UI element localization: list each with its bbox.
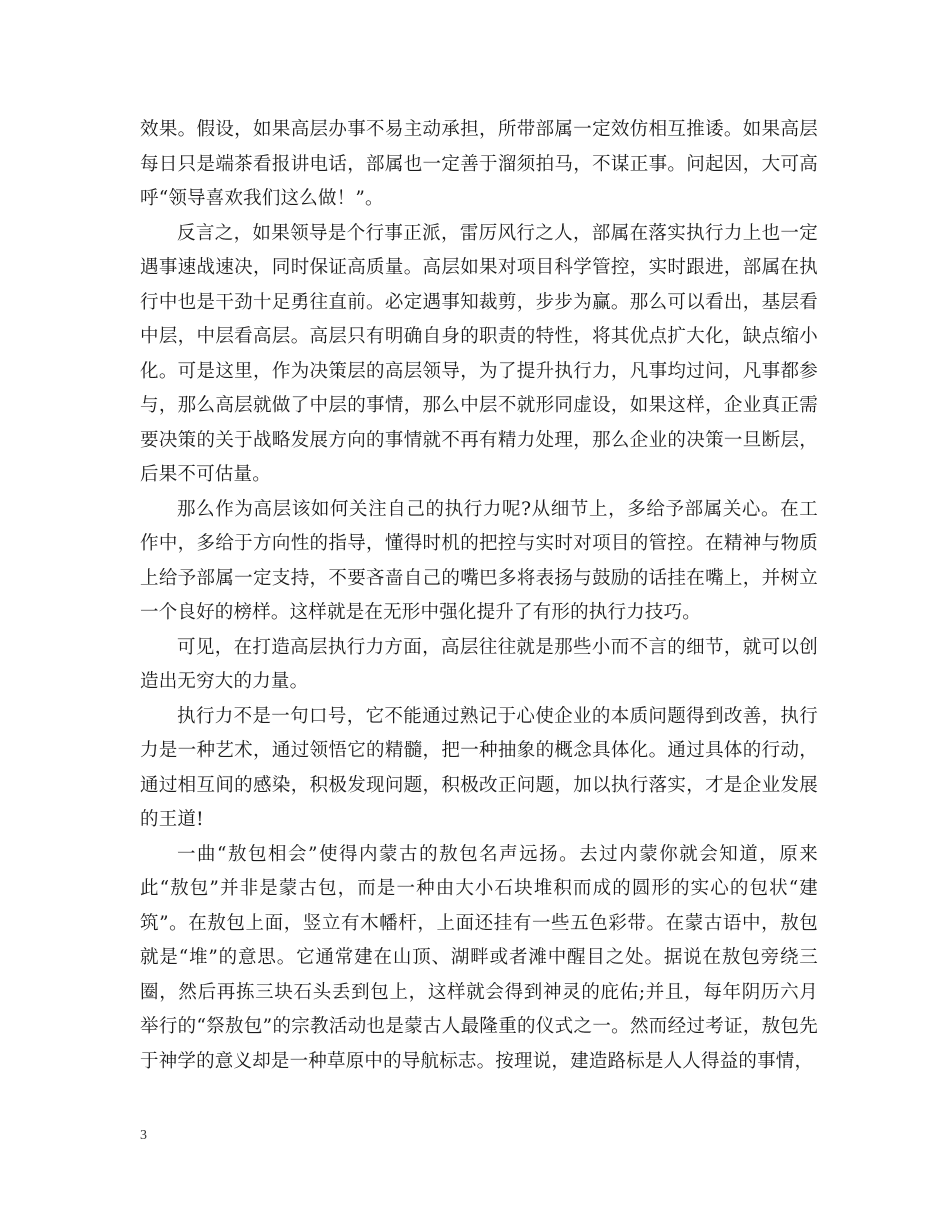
paragraph: 可见，在打造高层执行力方面，高层往往就是那些小而不言的细节，就可以创造出无穷大的力量。 — [140, 636, 818, 692]
paragraph: 那么作为高层该如何关注自己的执行力呢?从细节上，多给予部属关心。在工作中，多给于方向性的指导，懂得时机的把控与实时对项目的管控。在精神与物质上给予部属一定支持，不要吝啬自己的嘴巴多将表扬与鼓励的话挂在嘴上，并树立一个良好的榜样。这样就是在无形中强化提升了有形的执行力技巧。 — [140, 498, 818, 623]
paragraph: 反言之，如果领导是个行事正派，雷厉风行之人，部属在落实执行力上也一定遇事速战速决，同时保证高质量。高层如果对项目科学管控，实时跟进，部属在执行中也是干劲十足勇往直前。必定遇事知裁剪，步步为赢。那么可以看出，基层看中层，中层看高层。高层只有明确自身的职责的特性，将其优点扩大化，缺点缩小化。可是这里，作为决策层的高层领导，为了提升执行力，凡事均过问，凡事都参与，那么高层就做了中层的事情，那么中层不就形同虚设，如果这样，企业真正需要决策的关于战略发展方向的事情就不再有精力处理，那么企业的决策一旦断层，后果不可估量。 — [140, 222, 818, 485]
paragraph-continuation: 效果。假设，如果高层办事不易主动承担，所带部属一定效仿相互推诿。如果高层每日只是端茶看报讲电话，部属也一定善于溜须拍马，不谋正事。问起因，大可高呼“领导喜欢我们这么做！”。 — [140, 119, 818, 209]
document-body — [140, 113, 818, 1079]
page-number: 3 — [140, 1128, 147, 1143]
paragraph: 执行力不是一句口号，它不能通过熟记于心使企业的本质问题得到改善，执行力是一种艺术，通过领悟它的精髓，把一种抽象的概念具体化。通过具体的行动，通过相互间的感染，积极发现问题，积极改正问题，加以执行落实，才是企业发展的王道! — [140, 705, 818, 830]
paragraph: 一曲“敖包相会”使得内蒙古的敖包名声远扬。去过内蒙你就会知道，原来此“敖包”并非是蒙古包，而是一种由大小石块堆积而成的圆形的实心的包状“建筑”。在敖包上面，竖立有木幡杆，上面还挂有一些五色彩带。在蒙古语中，敖包就是“堆”的意思。它通常建在山顶、湖畔或者滩中醒目之处。据说在敖包旁绕三圈，然后再拣三块石头丢到包上，这样就会得到神灵的庇佑;并且，每年阴历六月举行的“祭敖包”的宗教活动也是蒙古人最隆重的仪式之一。然而经过考证，敖包先于神学的意义却是一种草原中的导航标志。按理说，建造路标是人人得益的事情， — [140, 843, 818, 1072]
